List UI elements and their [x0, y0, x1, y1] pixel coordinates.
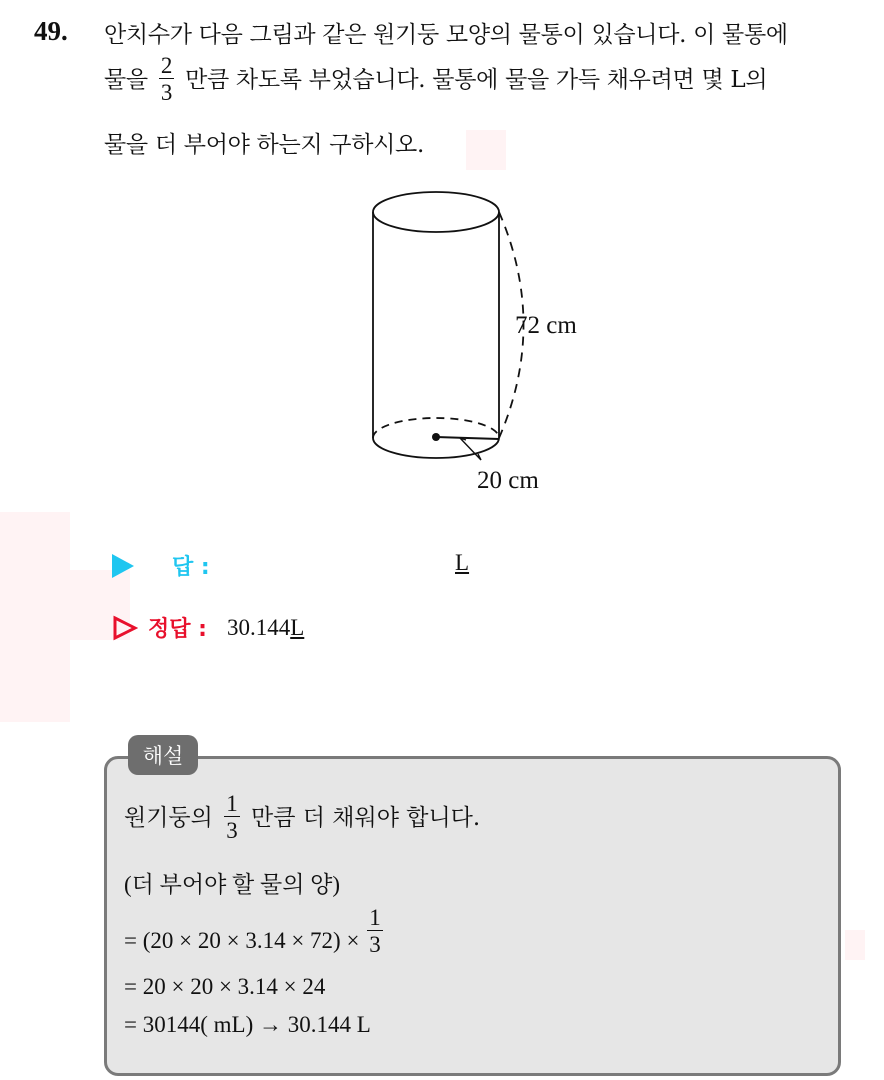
question-line-2 — [104, 53, 768, 106]
fraction-denominator: 3 — [369, 932, 381, 957]
height-label: 72 cm — [515, 312, 577, 339]
answer-row — [112, 550, 210, 581]
background-patch — [0, 512, 70, 722]
explanation-tab: 해설 — [128, 735, 198, 775]
correct-answer-row — [112, 612, 304, 643]
radius-line — [436, 437, 499, 439]
correct-value: 30.144 — [226, 614, 291, 640]
explanation-line-3-fraction — [367, 906, 383, 956]
question-line-2-post: 만큼 차도록 부었습니다. 물통에 물을 가득 채우려면 몇 L의 — [185, 67, 768, 93]
fraction-denominator: 3 — [226, 818, 238, 843]
background-patch — [466, 130, 506, 170]
question-number: 49. — [34, 16, 68, 46]
radius-label: 20 cm — [477, 467, 539, 494]
explanation-line-5: = 30144( mL) → 30.144 L — [124, 1012, 371, 1037]
correct-label: 정답 : — [148, 617, 207, 642]
fraction-numerator: 1 — [369, 905, 381, 930]
cylinder-top-ellipse — [373, 192, 499, 232]
center-dot — [432, 433, 440, 441]
cylinder-figure — [360, 188, 620, 498]
explanation-line-2: (더 부어야 할 물의 양) — [124, 872, 341, 897]
background-patch — [845, 930, 865, 960]
question-line-2-pre: 물을 — [104, 67, 148, 93]
fraction-numerator: 1 — [226, 791, 238, 816]
play-triangle-icon — [112, 554, 134, 578]
outline-triangle-icon — [112, 615, 138, 641]
explanation-line-3 — [124, 906, 387, 956]
explanation-line-1 — [124, 791, 481, 844]
question-fraction — [159, 54, 174, 104]
question-line-1: 안치수가 다음 그림과 같은 원기둥 모양의 물통이 있습니다. 이 물통에 — [104, 22, 788, 48]
question-line-3: 물을 더 부어야 하는지 구하시오. — [104, 132, 424, 158]
answer-unit: L — [455, 550, 470, 575]
explanation-line-3-pre: = (20 × 20 × 3.14 × 72) × — [124, 928, 360, 954]
explanation-line-1-post: 만큼 더 채워야 합니다. — [251, 805, 481, 831]
correct-unit: L — [290, 614, 305, 640]
fraction-denominator: 3 — [160, 80, 173, 105]
explanation-fraction — [224, 792, 240, 842]
explanation-line-4: = 20 × 20 × 3.14 × 24 — [124, 974, 326, 999]
answer-label: 답 : — [172, 555, 210, 580]
explanation-line-1-pre: 원기둥의 — [124, 805, 213, 831]
fraction-numerator: 2 — [160, 53, 173, 78]
